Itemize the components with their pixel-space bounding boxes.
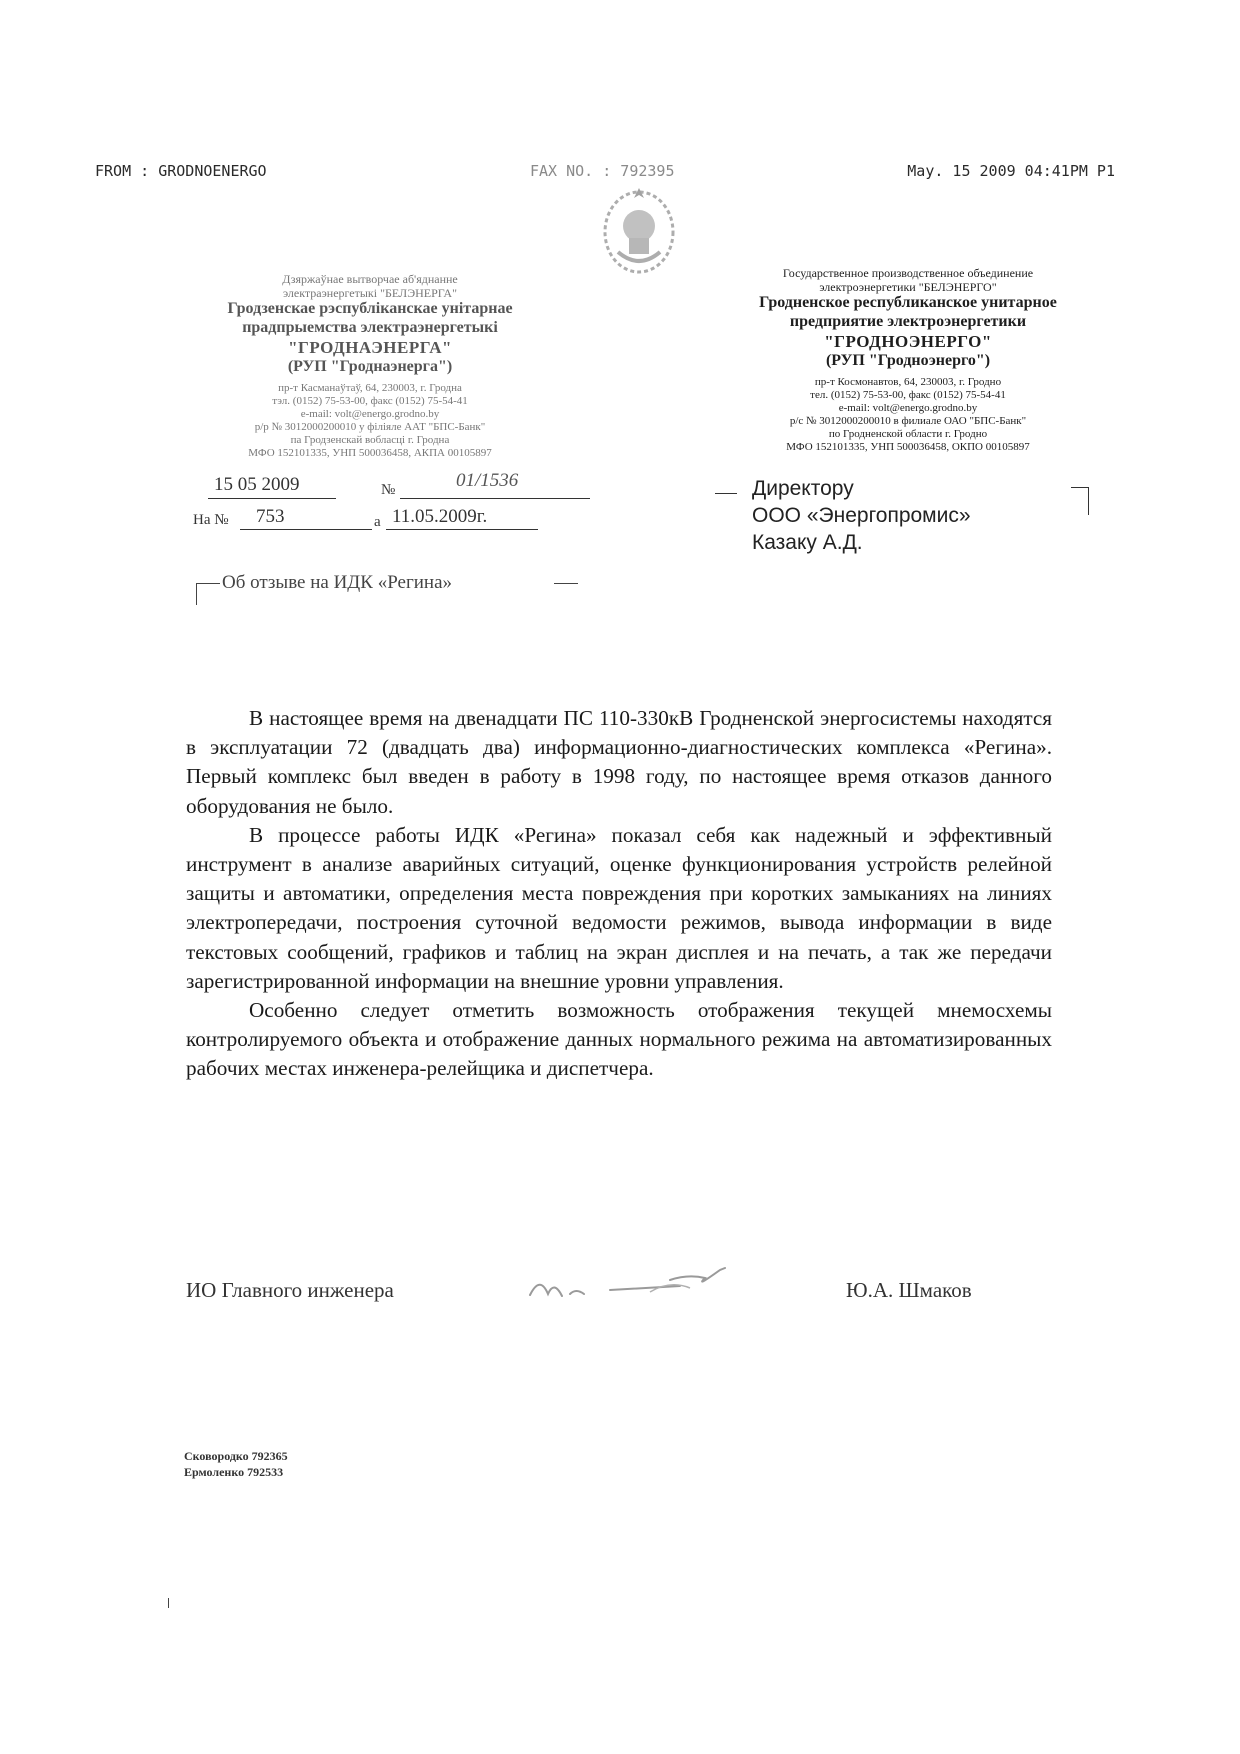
outgoing-date: 15 05 2009 bbox=[214, 474, 300, 495]
letterhead-company-name: "ГРОДНАЭНЕРГА" bbox=[288, 338, 452, 358]
letterhead-line: Государственное производственное объединение bbox=[782, 266, 1034, 280]
contact-line: Ермоленко 792533 bbox=[184, 1464, 284, 1479]
letterhead-org: Гродзенскае рэспубліканскае унітарнае bbox=[227, 300, 513, 318]
letterhead-bank: р/с № 3012000200010 в филиале ОАО "БПС-Банк" bbox=[789, 414, 1027, 427]
fax-number: FAX NO. : 792395 bbox=[530, 162, 675, 180]
letterhead-codes: МФО 152101335, УНП 500036458, АКПА 00105897 bbox=[248, 446, 492, 459]
subject-end-mark bbox=[554, 583, 578, 584]
fax-from: FROM : GRODNOENERGO bbox=[95, 162, 267, 180]
contact-persons bbox=[184, 1449, 288, 1480]
subject-corner-mark bbox=[196, 583, 197, 605]
addressee-corner-mark bbox=[1071, 487, 1089, 488]
number-underline bbox=[400, 498, 590, 499]
letterhead-company-name: "ГРОДНОЭНЕРГО" bbox=[824, 332, 992, 352]
contact-line: Сковородко 792365 bbox=[184, 1449, 288, 1463]
letterhead-address: пр-т Космонавтов, 64, 230003, г. Гродно bbox=[814, 375, 1002, 388]
letter-body bbox=[186, 704, 1052, 1084]
incoming-ref-label: На № bbox=[193, 512, 229, 528]
addressee-company: ООО «Энергопромис» bbox=[752, 503, 971, 527]
letterhead-address: пр-т Касманаўтаў, 64, 230003, г. Гродна bbox=[278, 381, 462, 394]
letterhead-codes: МФО 152101335, УНП 500036458, ОКПО 00105897 bbox=[786, 440, 1030, 453]
letterhead-short-name: (РУП "Гродноэнерго") bbox=[825, 352, 991, 370]
letterhead-bank: р/р № 3012000200010 у філіяле ААТ "БПС-Банк" bbox=[254, 420, 486, 433]
body-paragraph: В процессе работы ИДК «Регина» показал себя как надежный и эффективный инструмент в анализе аварийных ситуаций, оценке функционирования устройств релейной защиты и автоматики, определения места повреждения при коротких замыканиях на линиях электропередачи, построения суточной ведомости режимов, вывода информации в виде текстовых сообщений, графиков и таблиц на экран дисплея и на печать, а так же передачи зарегистрированной информации на внешние уровни управления. bbox=[186, 822, 1052, 993]
letterhead-org: прадпрыемства электраэнергетыкі bbox=[242, 319, 498, 337]
letterhead-phone: тэл. (0152) 75-53-00, факс (0152) 75-54-41 bbox=[272, 394, 468, 407]
outgoing-number-label: № bbox=[381, 482, 396, 498]
letterhead-email: e-mail: volt@energo.grodno.by bbox=[300, 407, 440, 420]
subject-line: Об отзыве на ИДК «Регина» bbox=[222, 572, 453, 593]
fax-datetime: May. 15 2009 04:41PM P1 bbox=[907, 162, 1115, 180]
letterhead-belarusian bbox=[205, 272, 535, 460]
letterhead-bank-region: па Гродзенскай вобласці г. Гродна bbox=[290, 433, 450, 446]
letterhead-org: Гродненское республиканское унитарное bbox=[759, 294, 1057, 312]
letterhead-email: e-mail: volt@energo.grodno.by bbox=[838, 401, 978, 414]
addressee-block bbox=[752, 476, 971, 557]
addressee-title: Директору bbox=[752, 477, 854, 500]
incoming-ref-date: 11.05.2009г. bbox=[392, 506, 488, 527]
letterhead-russian bbox=[718, 266, 1098, 454]
signatory-role: ИО Главного инженера bbox=[186, 1278, 394, 1302]
ref-date-underline bbox=[386, 529, 538, 530]
outgoing-number: 01/1536 bbox=[456, 470, 519, 491]
addressee-corner-mark bbox=[715, 493, 737, 494]
incoming-ref-number: 753 bbox=[256, 506, 285, 527]
body-paragraph: В настоящее время на двенадцати ПС 110-330кВ Гродненской энергосистемы находятся в эксплуатации 72 (двадцать два) информационно-диагностических комплекса «Регина». Первый комплекс был введен в работу в 1998 году, по настоящее время отказов данного оборудования не было. bbox=[186, 706, 1052, 818]
signatory-name: Ю.А. Шмаков bbox=[846, 1278, 972, 1302]
addressee-corner-mark bbox=[1088, 487, 1089, 515]
ref-number-underline bbox=[240, 529, 372, 530]
scan-margin-mark bbox=[168, 1598, 169, 1608]
letterhead-line: электраэнергетыкі "БЕЛЭНЕРГА" bbox=[283, 286, 457, 301]
body-paragraph: Особенно следует отметить возможность отображения текущей мнемосхемы контролируемого объекта и отображение данных нормального режима на автоматизированных рабочих местах инженера-релейщика и диспетчера. bbox=[186, 998, 1052, 1081]
handwritten-signature bbox=[520, 1250, 770, 1310]
letterhead-phone: тел. (0152) 75-53-00, факс (0152) 75-54-41 bbox=[810, 388, 1006, 401]
letterhead-bank-region: по Гродненской области г. Гродно bbox=[828, 427, 988, 440]
date-underline bbox=[208, 498, 336, 499]
state-emblem-icon bbox=[598, 180, 680, 278]
letterhead-line: Дзяржаўнае вытворчае аб'яднанне bbox=[282, 272, 458, 286]
addressee-person: Казаку А.Д. bbox=[752, 530, 863, 554]
subject-corner-mark bbox=[196, 583, 220, 584]
incoming-ref-from-label: а bbox=[374, 514, 381, 530]
letterhead-short-name: (РУП "Гроднаэнерга") bbox=[287, 358, 453, 376]
letterhead-line: электроэнергетики "БЕЛЭНЕРГО" bbox=[819, 280, 997, 295]
letterhead-org: предприятие электроэнергетики bbox=[789, 313, 1027, 331]
